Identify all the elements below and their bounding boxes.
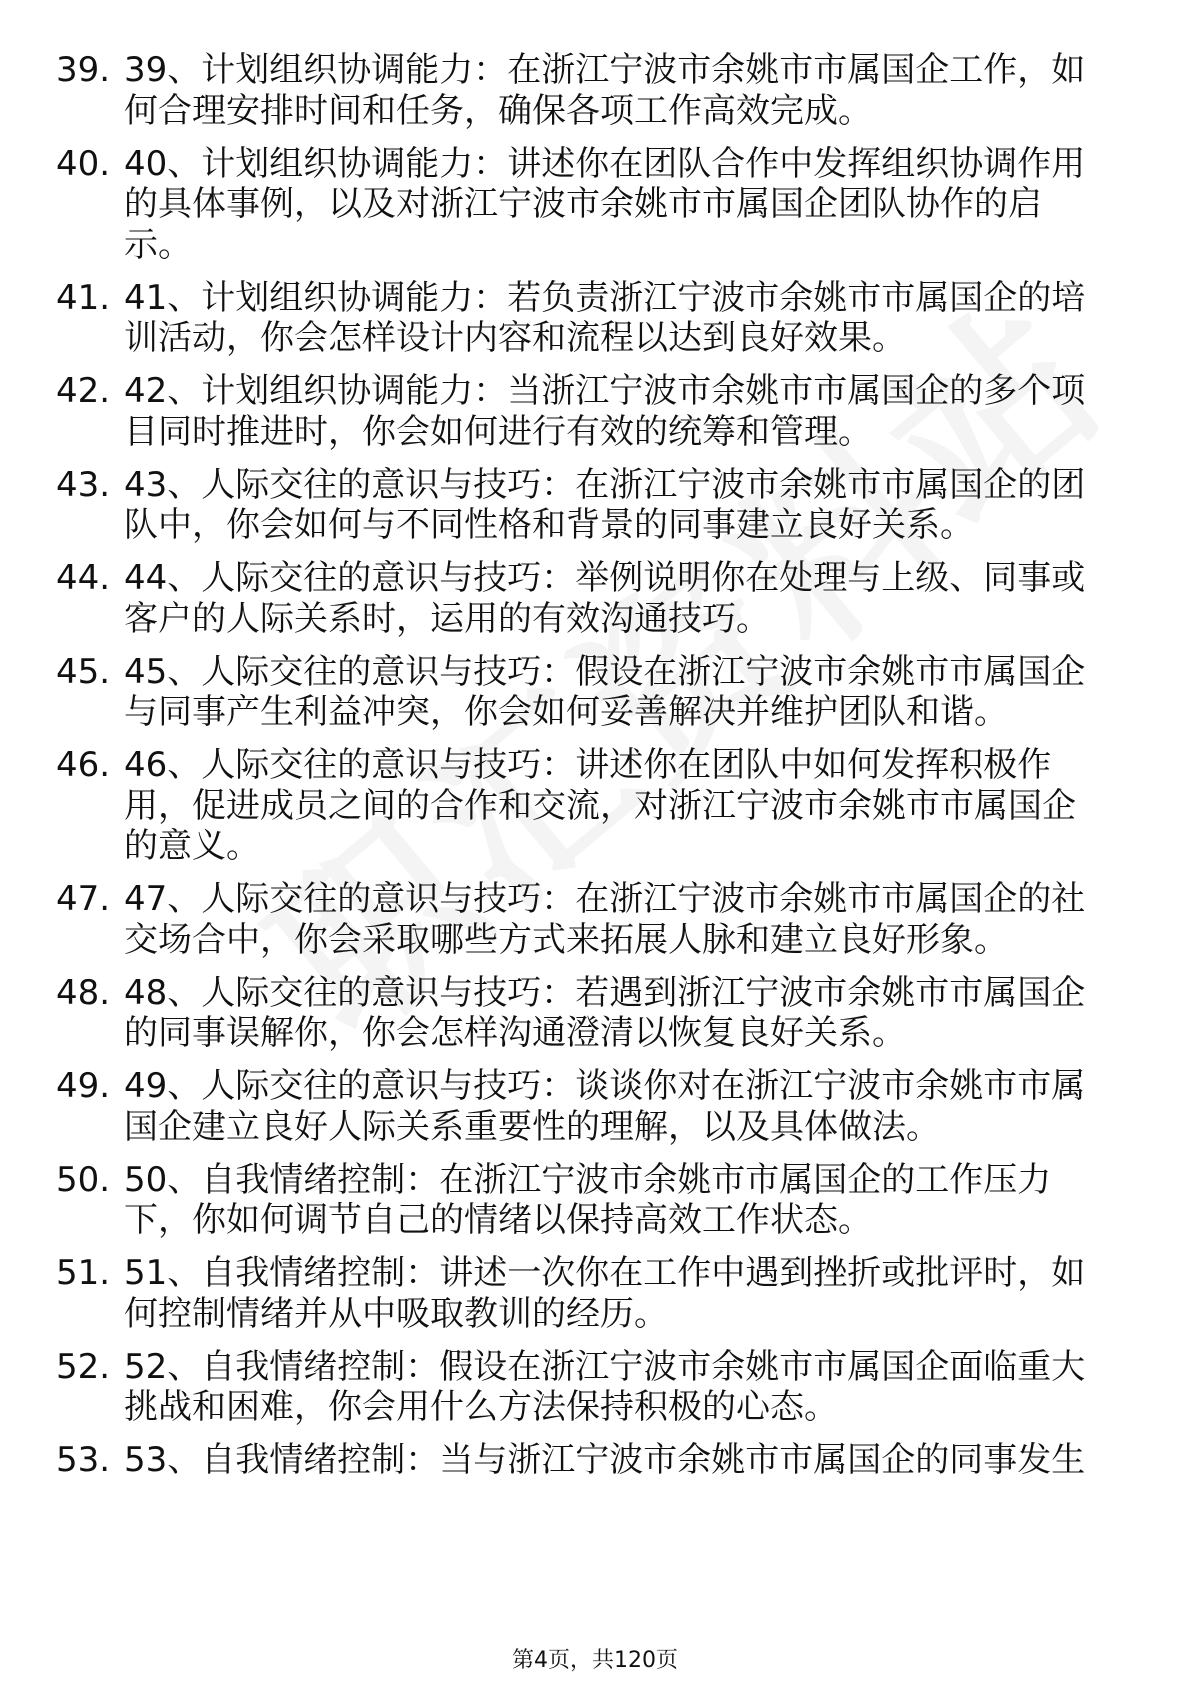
page-footer: 第4页，共120页 (512, 1648, 678, 1673)
question-text: 51、自我情绪控制：讲述一次你在工作中遇到挫折或批评时，如何控制情绪并从中吸取教训的经历。 (124, 1253, 1086, 1334)
question-text: 50、自我情绪控制：在浙江宁波市余姚市市属国企的工作压力下，你如何调节自己的情绪以保持高效工作状态。 (124, 1159, 1052, 1240)
question-list (0, 50, 1190, 1493)
question-text: 46、人际交往的意识与技巧：讲述你在团队中如何发挥积极作用，促进成员之间的合作和交流，对浙江宁波市余姚市市属国企的意义。 (124, 745, 1076, 866)
question-text: 45、人际交往的意识与技巧：假设在浙江宁波市余姚市市属国企与同事产生利益冲突，你会如何妥善解决并维护团队和谐。 (124, 651, 1086, 732)
question-text: 48、人际交往的意识与技巧：若遇到浙江宁波市余姚市市属国企的同事误解你，你会怎样沟通澄清以恢复良好关系。 (124, 972, 1086, 1053)
question-item (0, 745, 1190, 867)
question-number: 49. (56, 1066, 111, 1106)
question-number: 52. (56, 1346, 111, 1387)
question-number: 44. (56, 558, 111, 598)
question-number: 53. (56, 1440, 111, 1480)
question-number: 50. (56, 1159, 111, 1200)
question-text: 40、计划组织协调能力：讲述你在团队合作中发挥组织协调作用的具体事例，以及对浙江宁波市余姚市市属国企团队协作的启示。 (124, 143, 1086, 265)
question-text: 41、计划组织协调能力：若负责浙江宁波市余姚市市属国企的培训活动，你会怎样设计内容和流程以达到良好效果。 (124, 277, 1086, 358)
question-item (0, 652, 1190, 733)
question-item (0, 1066, 1190, 1147)
question-number: 43. (56, 464, 111, 505)
question-item (0, 1160, 1190, 1241)
question-number: 45. (56, 651, 111, 692)
question-item (0, 144, 1190, 266)
question-text: 47、人际交往的意识与技巧：在浙江宁波市余姚市市属国企的社交场合中，你会采取哪些方式来拓展人脉和建立良好形象。 (124, 879, 1086, 960)
question-text: 44、人际交往的意识与技巧：举例说明你在处理与上级、同事或客户的人际关系时，运用的有效沟通技巧。 (124, 558, 1086, 639)
question-item (0, 973, 1190, 1054)
question-item (0, 1440, 1190, 1481)
question-number: 46. (56, 745, 111, 785)
question-item (0, 50, 1190, 131)
question-item (0, 558, 1190, 639)
question-item (0, 371, 1190, 452)
question-text: 52、自我情绪控制：假设在浙江宁波市余姚市市属国企面临重大挑战和困难，你会用什么方法保持积极的心态。 (124, 1346, 1086, 1427)
question-text: 53、自我情绪控制：当与浙江宁波市余姚市市属国企的同事发生 (124, 1440, 1086, 1480)
question-text: 43、人际交往的意识与技巧：在浙江宁波市余姚市市属国企的团队中，你会如何与不同性格和背景的同事建立良好关系。 (124, 464, 1086, 545)
question-text: 42、计划组织协调能力：当浙江宁波市余姚市市属国企的多个项目同时推进时，你会如何进行有效的统筹和管理。 (124, 371, 1086, 452)
question-number: 42. (56, 371, 111, 411)
question-number: 41. (56, 277, 111, 318)
question-item (0, 879, 1190, 960)
question-number: 48. (56, 972, 111, 1013)
question-number: 40. (56, 143, 111, 184)
question-item (0, 1253, 1190, 1334)
question-text: 49、人际交往的意识与技巧：谈谈你对在浙江宁波市余姚市市属国企建立良好人际关系重要性的理解，以及具体做法。 (124, 1066, 1086, 1147)
question-number: 47. (56, 879, 111, 919)
question-item (0, 465, 1190, 546)
question-item (0, 1347, 1190, 1428)
question-text: 39、计划组织协调能力：在浙江宁波市余姚市市属国企工作，如何合理安排时间和任务，确保各项工作高效完成。 (124, 50, 1086, 131)
question-number: 51. (56, 1253, 111, 1293)
question-number: 39. (56, 50, 111, 90)
question-item (0, 278, 1190, 359)
